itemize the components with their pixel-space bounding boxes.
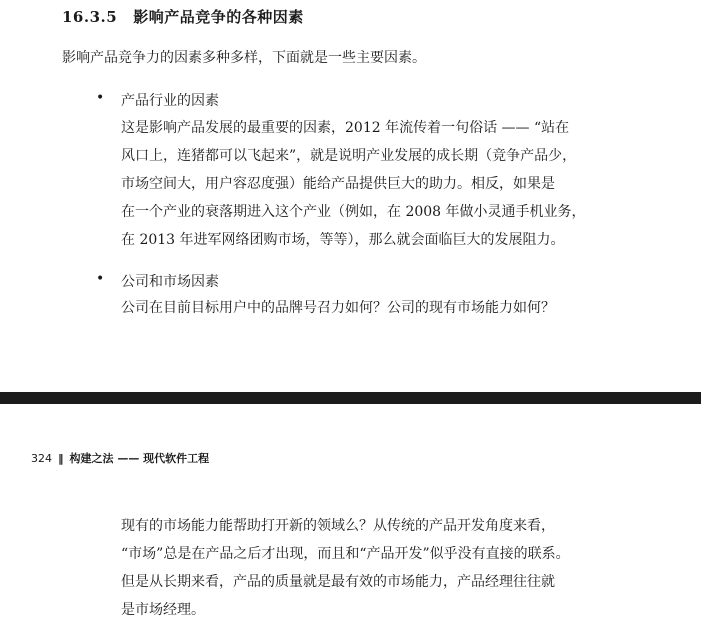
bullet-title-industry: 产品行业的因素 [121,93,219,109]
bullet-title-company-market: 公司和市场因素 [121,274,219,290]
paragraph-line: 现有的市场能力能帮助打开新的领域么？从传统的产品开发角度来看， [121,518,555,534]
bullet-body-company-market [121,294,555,322]
paragraph-line: “市场”总是在产品之后才出现，而且和“产品开发”似乎没有直接的联系。 [121,546,570,562]
section-heading [62,6,304,27]
paragraph-line: 风口上，连猪都可以飞起来”，就是说明产业发展的成长期（竞争产品少， [121,148,577,164]
section-title: 影响产品竞争的各种因素 [133,8,304,26]
bullet-marker: • [96,271,105,287]
running-header [31,450,209,466]
paragraph-line: 但是从长期来看，产品的质量就是最有效的市场能力，产品经理往往就 [121,574,555,590]
bullet-marker: • [96,90,105,106]
paragraph-line: 公司在目前目标用户中的品牌号召力如何？公司的现有市场能力如何？ [121,300,555,316]
header-separator: ‖ [58,452,64,465]
paragraph-line: 市场空间大，用户容忍度强）能给产品提供巨大的助力。相反，如果是 [121,176,555,192]
next-page-paragraph [121,512,570,624]
section-number: 16.3.5 [62,8,118,26]
intro-paragraph: 影响产品竞争力的因素多种多样，下面就是一些主要因素。 [62,50,426,66]
page-number: 324 [31,452,52,465]
paragraph-line: 是市场经理。 [121,602,205,618]
page-divider [0,392,701,404]
bullet-body-industry [121,114,586,254]
book-title: 构建之法 —— 现代软件工程 [69,452,210,465]
paragraph-line: 在 2013 年进军网络团购市场，等等），那么就会面临巨大的发展阻力。 [121,232,565,248]
paragraph-line: 这是影响产品发展的最重要的因素，2012 年流传着一句俗话 —— “站在 [121,120,570,136]
paragraph-line: 在一个产业的衰落期进入这个产业（例如，在 2008 年做小灵通手机业务， [121,204,586,220]
